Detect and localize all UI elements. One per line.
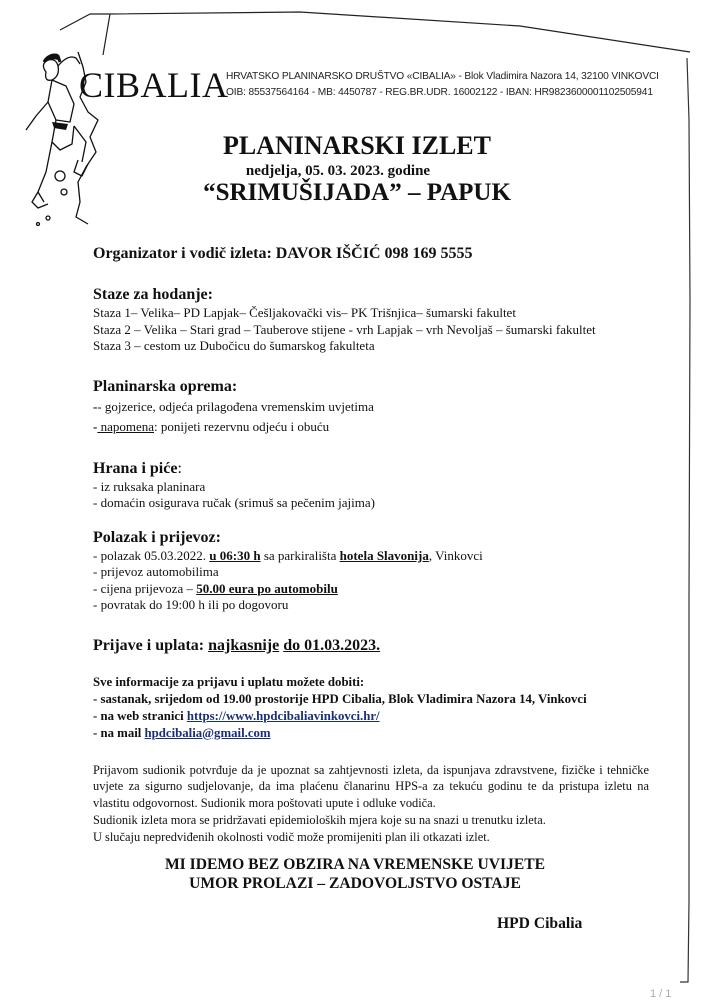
departure-date: - polazak 05.03.2022.: [93, 547, 210, 563]
letterhead-registration: OIB: 85537564164 - MB: 4450787 - REG.BR.UDR. 16002122 - IBAN: HR9823600001102505941: [226, 87, 653, 98]
departure-from: sa parkirališta: [260, 547, 340, 563]
food-heading: Hrana i piće: [93, 459, 178, 477]
trails-heading: Staze za hodanje:: [93, 286, 213, 303]
departure-place: hotela Slavonija: [339, 547, 429, 563]
info-website-line: [93, 708, 653, 725]
departure-line: [93, 548, 653, 565]
price-label: - cijena prijevoza –: [93, 580, 197, 596]
food-heading-line: [93, 459, 653, 479]
food-heading-colon: :: [177, 459, 182, 477]
departure-time: u 06:30 h: [209, 547, 261, 563]
food-section: [93, 459, 653, 512]
registration-label: Prijave i uplata:: [93, 636, 209, 654]
note-text: : ponijeti rezervnu odjeću i obuću: [154, 418, 330, 434]
equipment-item: -- gojzerice, odjeća prilagođena vremenskim uvjetima: [93, 398, 374, 414]
disclaimer-paragraph: Sudionik izleta mora se pridržavati epidemioloških mjera koje su na snazi u trenutku izleta.: [93, 812, 546, 827]
disclaimer-paragraph: U slučaju nepredviđenih okolnosti vodič može promijeniti plan ili otkazati izlet.: [93, 829, 490, 844]
email-link[interactable]: hpdcibalia@gmail.com: [144, 725, 271, 740]
page-indicator: 1 / 1: [650, 988, 672, 1000]
slogan-line-1: MI IDEMO BEZ OBZIRA NA VREMENSKE UVIJETE: [164, 856, 546, 873]
note-label: napomena: [97, 418, 155, 434]
food-item: - iz ruksaka planinara: [93, 478, 206, 494]
disclaimer-paragraph: Prijavom sudionik potvrđuje da je upoznat sa zahtjevnosti izleta, da ispunjava zdravstvene, fizičke i tehničke uvjete za sigurno sudjelovanje, da ima plaćenu članarinu HPS-a za tekuću godinu te da pristupa izletu na vlastitu odgovornost. Sudionik mora poštovati upute i odluke vodiča.: [93, 762, 649, 811]
equipment-section: [93, 377, 653, 437]
equipment-item-text: - gojzerice, odjeća prilagođena vremenskim uvjetima: [97, 398, 374, 414]
transport-line: - prijevoz automobilima: [93, 564, 219, 579]
food-item: - domaćin osigurava ručak (srimuš sa pečenim jajima): [93, 495, 375, 510]
event-date: nedjelja, 05. 03. 2023. godine: [245, 163, 431, 179]
info-meeting: - sastanak, srijedom od 19.00 prostorije HPD Cibalia, Blok Vladimira Nazora 14, Vinkovci: [93, 691, 587, 706]
departure-heading: Polazak i prijevoz:: [93, 528, 221, 546]
website-label: - na web stranici: [93, 708, 187, 723]
price-value: 50.00 eura po automobilu: [196, 580, 338, 596]
slogan-line-2: UMOR PROLAZI – ZADOVOLJSTVO OSTAJE: [189, 875, 521, 892]
registration-deadline-b: do 01.03.2023.: [283, 636, 381, 654]
website-link[interactable]: https://www.hpdcibaliavinkovci.hr/: [186, 708, 380, 723]
letterhead-address: HRVATSKO PLANINARSKO DRUŠTVO «CIBALIA» - Blok Vladimira Nazora 14, 32100 VINKOVCI: [226, 71, 659, 82]
equipment-heading: Planinarska oprema:: [93, 377, 238, 395]
email-label: - na mail: [93, 725, 145, 740]
event-name: “SRIMUŠIJADA” – PAPUK: [203, 179, 511, 206]
registration-line: [93, 636, 653, 656]
info-email-line: [93, 725, 653, 742]
trail-item: Staza 2 – Velika – Stari grad – Tauberove stijene - vrh Lapjak – vrh Nevoljaš – šumarski fakultet: [93, 321, 596, 337]
trails-section: [93, 285, 653, 355]
info-section: [93, 674, 653, 742]
organizer-line: Organizator i vodič izleta: DAVOR IŠČIĆ 098 169 5555: [93, 245, 473, 262]
trail-item: Staza 3 – cestom uz Dubočicu do šumarskog fakulteta: [93, 338, 375, 353]
return-line: - povratak do 19:00 h ili po dogovoru: [93, 597, 289, 612]
document-body: [93, 244, 653, 845]
price-line: [93, 581, 653, 598]
signature: HPD Cibalia: [497, 915, 583, 932]
letterhead-info: [226, 69, 659, 101]
document-title: PLANINARSKI IZLET: [222, 131, 491, 160]
club-logo-text: CIBALIA: [79, 65, 229, 105]
trail-item: Staza 1– Velika– PD Lapjak– Češljakovački vis– PK Trišnjica– šumarski fakultet: [93, 305, 516, 320]
departure-city: , Vinkovci: [428, 547, 483, 563]
note-dash: -: [93, 418, 98, 434]
departure-section: [93, 528, 653, 614]
equipment-note: [93, 417, 653, 437]
info-heading: Sve informacije za prijavu i uplatu možete dobiti:: [93, 674, 365, 689]
registration-deadline-a: najkasnije: [208, 636, 280, 654]
disclaimer-section: [93, 762, 649, 846]
